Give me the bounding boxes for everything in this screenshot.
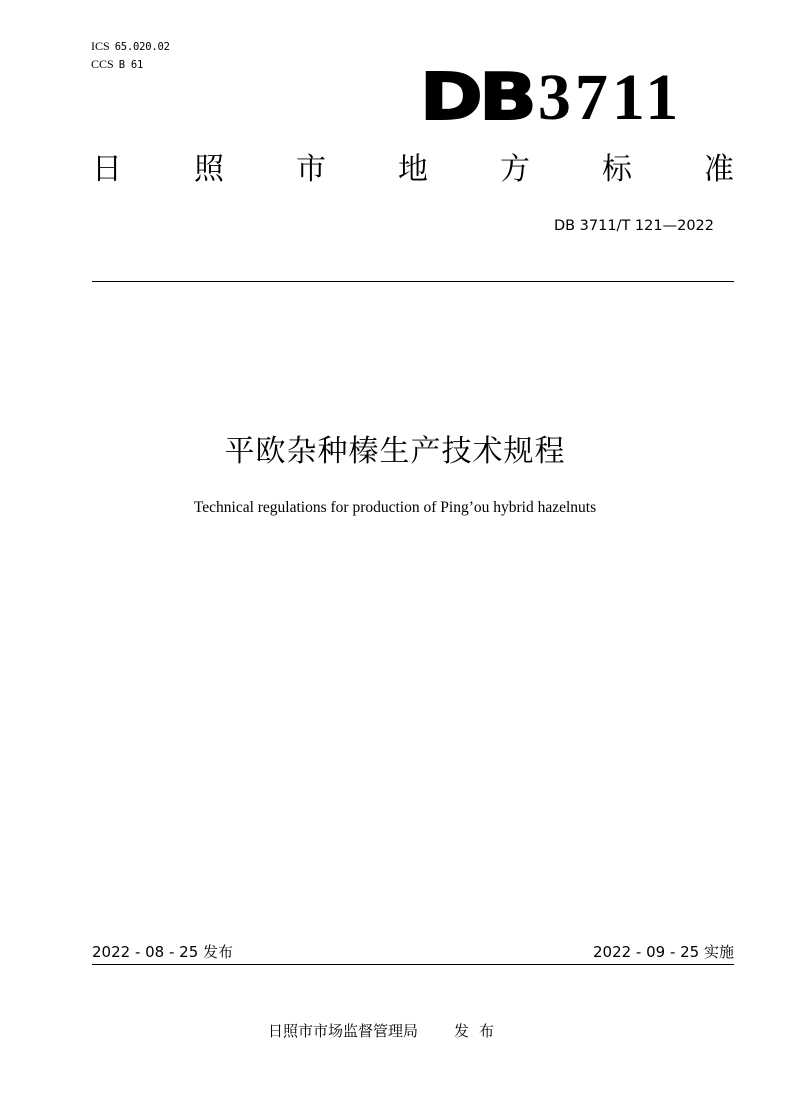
heading-char: 日 bbox=[92, 152, 122, 187]
publish-action: 发布 bbox=[454, 1022, 505, 1040]
publisher-line bbox=[268, 1020, 504, 1042]
ccs-code bbox=[91, 56, 170, 74]
heading-char: 地 bbox=[398, 152, 428, 187]
implementation-date: 2022 - 09 - 25 实施 bbox=[592, 943, 734, 961]
heading-char: 照 bbox=[194, 152, 224, 187]
logo-number: 3711 bbox=[537, 61, 683, 134]
standard-number: DB 3711/T 121—2022 bbox=[553, 218, 714, 234]
bottom-divider bbox=[92, 964, 734, 965]
ccs-value: B 61 bbox=[118, 59, 144, 71]
ics-label: ICS bbox=[91, 39, 110, 53]
publisher-name: 日照市市场监督管理局 bbox=[268, 1022, 419, 1040]
ics-value: 65.020.02 bbox=[114, 41, 170, 53]
ccs-label: CCS bbox=[91, 57, 114, 71]
document-title-chinese: 平欧杂种榛生产技术规程 bbox=[224, 434, 566, 469]
document-title-english: Technical regulations for production of Ping’ou hybrid hazelnuts bbox=[193, 499, 597, 516]
issue-date: 2022 - 08 - 25 发布 bbox=[92, 943, 234, 961]
heading-char: 准 bbox=[704, 152, 734, 187]
classification-codes bbox=[91, 38, 170, 74]
heading-char: 标 bbox=[602, 152, 632, 187]
heading-char: 市 bbox=[296, 152, 326, 187]
heading-char: 方 bbox=[500, 152, 530, 187]
top-divider bbox=[92, 281, 734, 282]
standard-logo bbox=[420, 61, 683, 135]
ics-code bbox=[91, 38, 170, 56]
logo-prefix: DB bbox=[420, 61, 534, 135]
standard-type-heading bbox=[92, 150, 734, 190]
